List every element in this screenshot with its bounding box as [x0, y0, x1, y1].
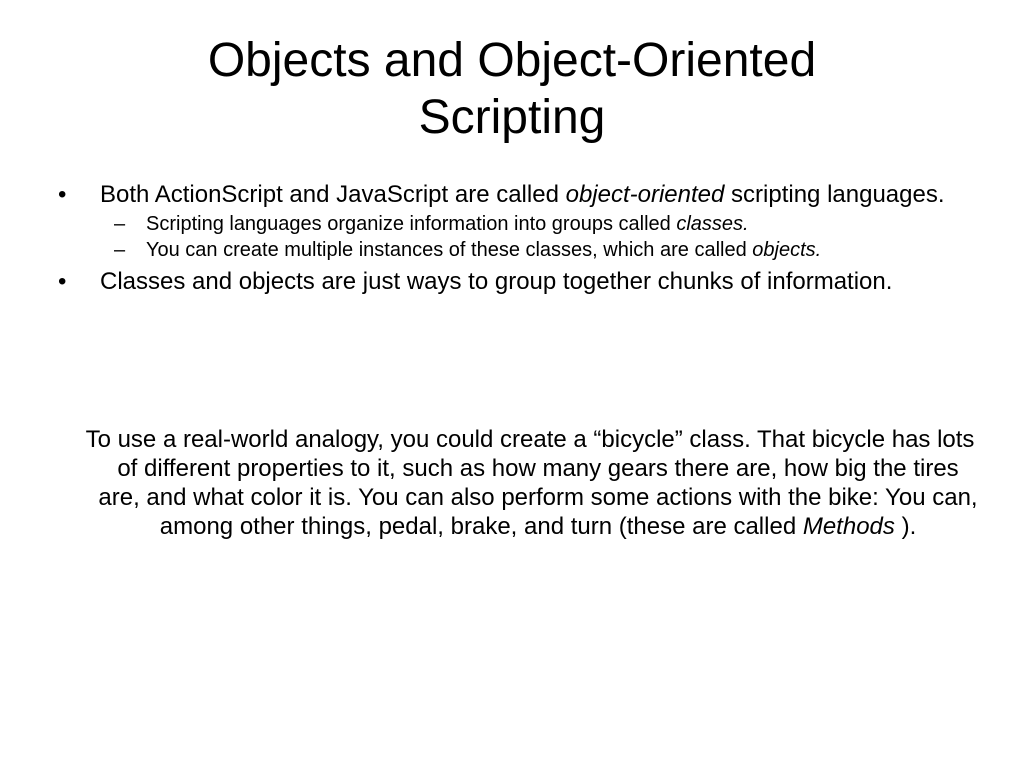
bullet-emphasis: object-oriented	[565, 181, 725, 208]
sub-bullet-classes	[58, 212, 978, 236]
bullet-text: Classes and objects are just ways to group together chunks of information.	[100, 268, 893, 295]
paragraph-emphasis: Methods	[802, 513, 895, 540]
bullet-item-classes	[58, 268, 978, 296]
bullet-list	[58, 181, 978, 299]
sub-bullet-text: You can create multiple instances of these classes, which are called	[146, 239, 753, 261]
slide-title	[60, 32, 964, 146]
sub-bullet-objects	[58, 238, 978, 262]
sub-bullet-text: Scripting languages organize information into groups called	[146, 213, 677, 235]
bullet-text-end: scripting languages.	[724, 181, 945, 208]
title-line-1: Objects and Object-Oriented	[207, 34, 817, 87]
sub-bullet-marker: –	[114, 213, 126, 235]
bullet-text: Both ActionScript and JavaScript are called	[100, 181, 566, 208]
paragraph-text: To use a real-world analogy, you could create a “bicycle” class. That bicycle has lots of different properties to it, such as how many gears there are, how big the tires are, and what color it is. You can also perform some actions with the bike: You can, among other things, pedal, brake, and turn (these are called	[85, 426, 978, 540]
paragraph-text-end: ).	[894, 513, 917, 540]
bullet-marker: •	[58, 181, 67, 208]
sub-bullet-marker: –	[114, 239, 126, 261]
sub-bullet-emphasis: classes.	[676, 213, 749, 235]
title-line-2: Scripting	[418, 91, 606, 144]
sub-bullet-emphasis: objects.	[752, 239, 822, 261]
bullet-item-oop	[58, 181, 978, 209]
bullet-marker: •	[58, 268, 67, 295]
analogy-paragraph	[82, 425, 978, 541]
